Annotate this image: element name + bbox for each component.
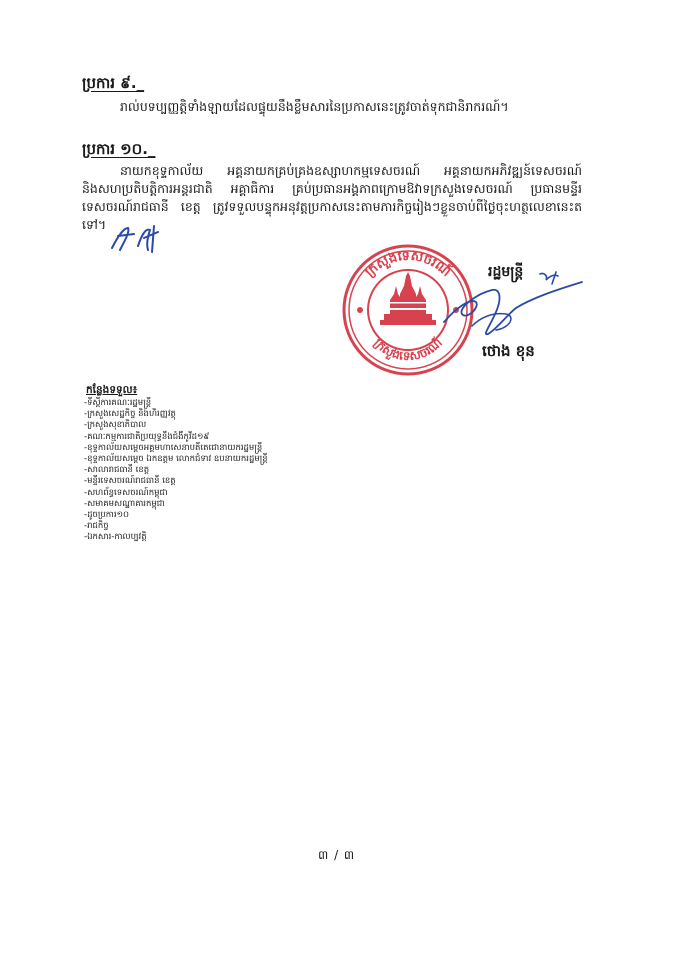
recipient-item: -ខុទ្ទកាល័យសម្តេចអគ្គមហាសេនាបតីតេជោនាយករដ្ឋមន្ត្រី	[84, 442, 263, 453]
recipient-item: -ឯកសារ-កាលប្បវត្តិ	[84, 532, 147, 543]
recipient-item: -សាលារាជធានី ខេត្ត	[84, 465, 150, 476]
recipient-item: -ដូចប្រការ១០	[84, 510, 130, 521]
article-10-title: ប្រការ ១០._	[82, 140, 156, 158]
angkor-temple-icon	[380, 272, 436, 325]
article-9-title: ប្រការ ៩._	[82, 74, 145, 92]
handwritten-initials	[108, 222, 164, 254]
recipients-list	[84, 398, 268, 544]
recipient-item: -សមាគមសណ្ឋាគារកម្ពុជា	[84, 498, 165, 509]
article-10-body: នាយកខុទ្ទកាល័យ អគ្គនាយកគ្រប់គ្រងឧស្សាហកម្មទេសចរណ៍ អគ្គនាយកអភិវឌ្ឍន៍ទេសចរណ៍ និងសហប្រតិបត្តិការអន្តរជាតិ អគ្គាធិការ គ្រប់ប្រធានអង្គភាពក្រោមឱវាទក្រសួងទេសចរណ៍ ប្រធានមន្ទីរទេសចរណ៍រាជធានី ខេត្ត ត្រូវទទួលបន្ទុកអនុវត្តប្រកាសនេះតាមភារកិច្ចរៀងៗខ្លួនចាប់ពីថ្ងៃចុះហត្ថលេខានេះតទៅ។	[82, 163, 582, 232]
recipient-item: -គណៈកម្មការជាតិប្រយុទ្ធនឹងជំងឺកូវីដ១៩	[84, 431, 210, 442]
recipient-item: -សហព័ន្ធទេសចរណ៍កម្ពុជា	[84, 487, 168, 498]
recipient-item: -ក្រសួងសេដ្ឋកិច្ច និងហិរញ្ញវត្ថុ	[84, 409, 176, 420]
article-9-body: រាល់បទប្បញ្ញត្តិទាំងឡាយដែលផ្ទុយនឹងខ្លឹមសារនៃប្រកាសនេះត្រូវចាត់ទុកជានិរាករណ៍។	[120, 99, 509, 114]
signatory-name: ថោង ខុន	[482, 342, 535, 360]
seal-text-top: ក្រសួងទេសចរណ៍	[362, 248, 454, 281]
recipient-item: -ខុទ្ទកាល័យសម្តេច ឯកឧត្តម លោកជំទាវ ឧបនាយករដ្ឋមន្ត្រី	[84, 454, 268, 465]
seal-text-bottom: ក្រសួងទេសចរណ៍	[371, 335, 445, 364]
recipient-item: -ក្រសួងសុខាភិបាល	[84, 420, 147, 431]
recipient-item: -មន្ទីរទេសចរណ៍រាជធានី ខេត្ត	[84, 476, 176, 487]
recipients-heading: កន្លែងទទួល៖	[86, 384, 138, 396]
recipient-item: -រាជកិច្ច	[84, 521, 109, 532]
signatory-title: រដ្ឋមន្ត្រី	[488, 264, 524, 280]
recipient-item: -ទីស្តីការគណៈរដ្ឋមន្ត្រី	[84, 398, 152, 408]
page-number: ៣ / ៣	[318, 848, 356, 862]
